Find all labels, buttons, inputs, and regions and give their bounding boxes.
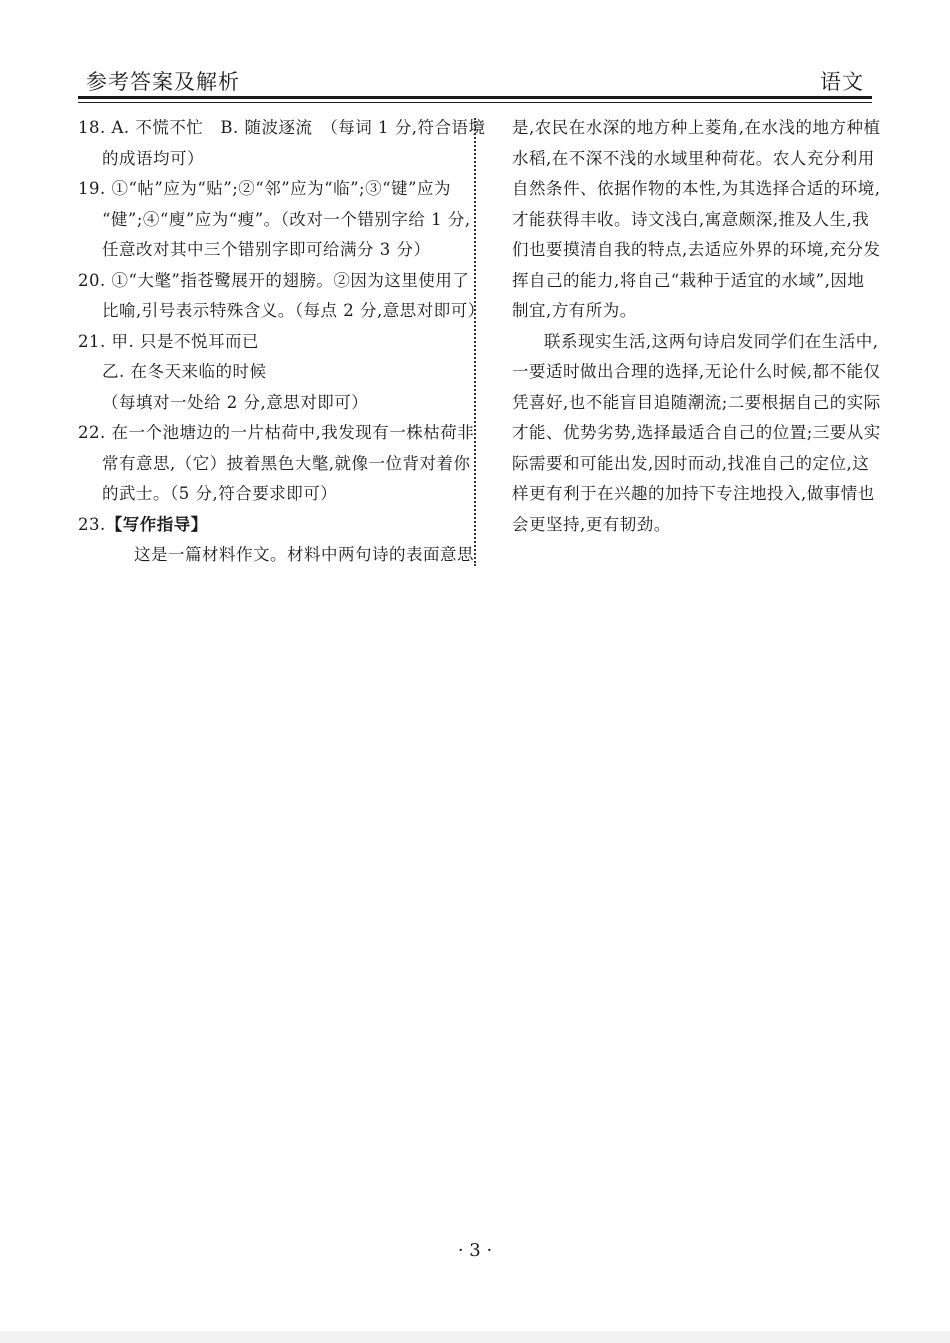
answer-18-line-2: 的成语均可） xyxy=(102,148,204,168)
answer-19 xyxy=(78,174,471,266)
header-title: 参考答案及解析 xyxy=(86,70,240,94)
answer-18-line-1: 18. A. 不慌不忙 B. 随波逐流 （每词 1 分,符合语境 xyxy=(78,118,486,137)
paragraph-2-line-3: 凭喜好,也不能盲目追随潮流;二要根据自己的实际 xyxy=(512,392,881,412)
paragraph-1-line-1: 是,农民在水深的地方种上菱角,在水浅的地方种植 xyxy=(512,118,881,137)
header-rule-thick xyxy=(78,96,872,99)
answer-21-line-1: 21. 甲. 只是不悦耳而已 xyxy=(78,331,259,351)
answer-20-line-2: 比喻,引号表示特殊含义。（每点 2 分,意思对即可） xyxy=(102,301,485,320)
answer-22 xyxy=(78,418,475,510)
left-column xyxy=(78,113,486,571)
paragraph-2-line-7: 会更坚持,更有韧劲。 xyxy=(512,514,671,534)
paragraph-2-line-6: 样更有利于在兴趣的加持下专注地投入,做事情也 xyxy=(512,484,875,503)
paragraph-1-line-6: 挥自己的能力,将自己“栽种于适宜的水域”,因地 xyxy=(512,270,865,290)
answer-19-line-2: “健”;④“廋”应为“瘦”。（改对一个错别字给 1 分, xyxy=(102,209,471,229)
answer-23-line-1: 这是一篇材料作文。材料中两句诗的表面意思 xyxy=(134,545,474,564)
paragraph-1-line-4: 才能获得丰收。诗文浅白,寓意颇深,推及人生,我 xyxy=(512,209,870,229)
subject-label: 语文 xyxy=(820,70,864,94)
header-rule-thin xyxy=(78,102,872,103)
paragraph-2-line-1: 联系现实生活,这两句诗启发同学们在生活中, xyxy=(544,331,879,351)
writing-guide-heading: 【写作指导】 xyxy=(105,514,208,534)
paragraph-1-line-5: 们也要摸清自我的特点,去适应外界的环境,充分发 xyxy=(512,240,881,259)
answer-21-line-2: 乙. 在冬天来临的时候 xyxy=(102,362,267,381)
column-divider xyxy=(474,118,476,566)
right-column xyxy=(512,113,881,540)
answer-23 xyxy=(78,510,474,571)
page-number: · 3 · xyxy=(457,1240,493,1261)
paragraph-1-line-7: 制宜,方有所为。 xyxy=(512,301,637,320)
answer-23-number: 23. xyxy=(78,514,106,534)
answer-21-line-3: （每填对一处给 2 分,意思对即可） xyxy=(102,392,369,412)
paragraph-1-line-2: 水稻,在不深不浅的水域里种荷花。农人充分利用 xyxy=(512,148,875,168)
paragraph-2-line-4: 才能、优势劣势,选择最适合自己的位置;三要从实 xyxy=(512,423,881,442)
paragraph-2-line-2: 一要适时做出合理的选择,无论什么时候,都不能仅 xyxy=(512,362,881,381)
answer-22-line-3: 的武士。（5 分,符合要求即可） xyxy=(102,484,338,503)
answer-20 xyxy=(78,266,485,327)
answer-19-line-3: 任意改对其中三个错别字即可给满分 3 分） xyxy=(102,240,431,259)
answer-19-line-1: 19. ①“帖”应为“贴”;②“邻”应为“临”;③“键”应为 xyxy=(78,179,451,198)
answer-21 xyxy=(78,327,466,419)
answer-23-heading-line xyxy=(78,510,466,541)
answer-22-line-2: 常有意思,（它）披着黑色大氅,就像一位背对着你 xyxy=(102,453,471,473)
answer-22-line-1: 22. 在一个池塘边的一片枯荷中,我发现有一株枯荷非 xyxy=(78,423,475,442)
essay-paragraph-2 xyxy=(512,327,881,541)
bottom-band xyxy=(0,1331,950,1343)
answer-18 xyxy=(78,113,486,174)
answer-20-line-1: 20. ①“大氅”指苍鹭展开的翅膀。②因为这里使用了 xyxy=(78,270,470,290)
paragraph-2-line-5: 际需要和可能出发,因时而动,找准自己的定位,这 xyxy=(512,453,870,473)
essay-paragraph-1 xyxy=(512,113,881,327)
paragraph-1-line-3: 自然条件、依据作物的本性,为其选择合适的环境, xyxy=(512,179,881,198)
page-header xyxy=(78,62,872,98)
